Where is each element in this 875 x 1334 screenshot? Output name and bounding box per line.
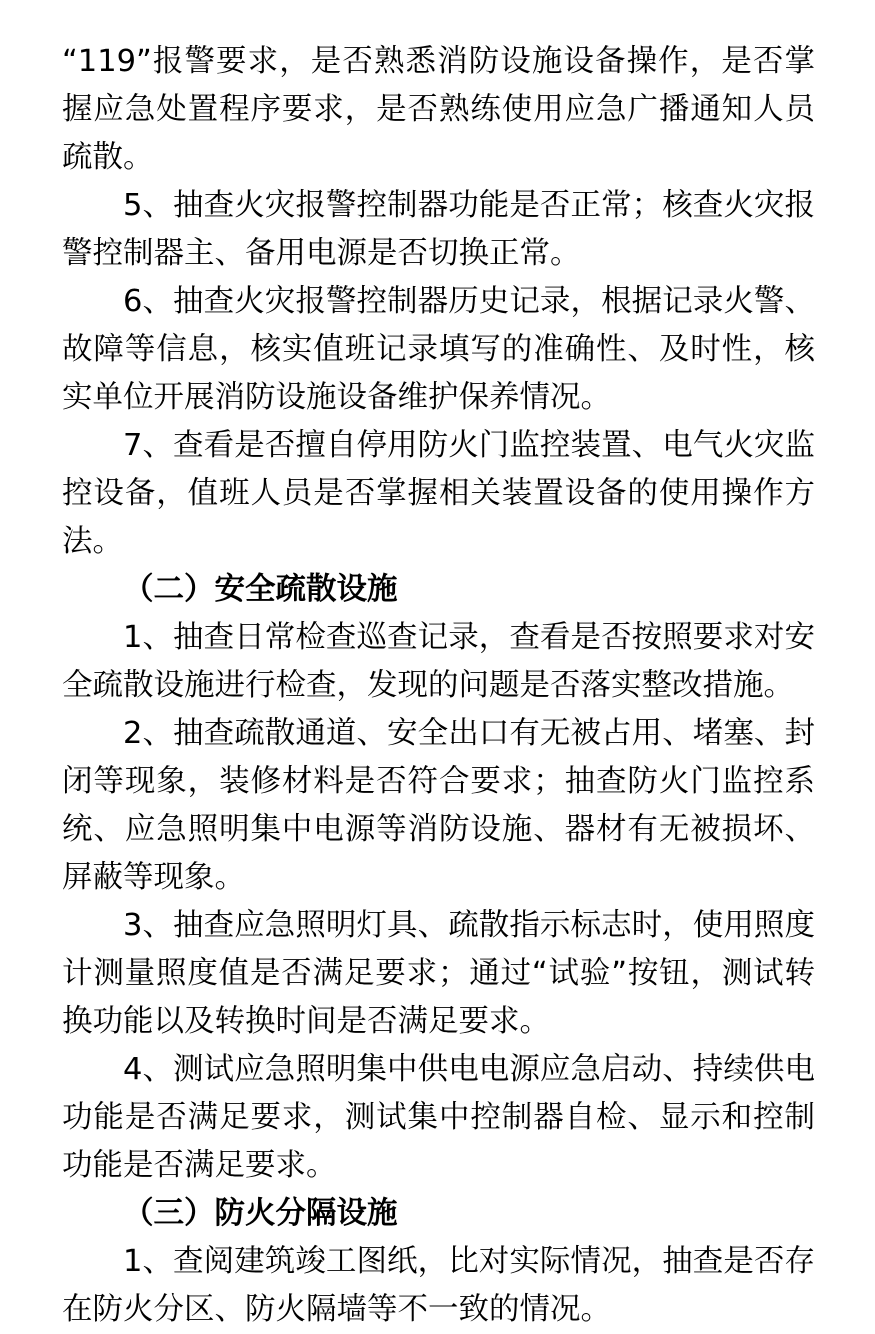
paragraph-section3-item-1: 1、查阅建筑竣工图纸，比对实际情况，抽查是否存在防火分区、防火隔墙等不一致的情况。 [62, 1244, 815, 1327]
paragraph-item-5: 5、抽查火灾报警控制器功能是否正常；核查火灾报警控制器主、备用电源是否切换正常。 [62, 188, 815, 271]
paragraph-section2-item-2: 2、抽查疏散通道、安全出口有无被占用、堵塞、封闭等现象，装修材料是否符合要求；抽查防火门监控系统、应急照明集中电源等消防设施、器材有无被损坏、屏蔽等现象。 [62, 716, 815, 895]
paragraph-section2-item-3: 3、抽查应急照明灯具、疏散指示标志时，使用照度计测量照度值是否满足要求；通过“试验”按钮，测试转换功能以及转换时间是否满足要求。 [62, 908, 815, 1039]
section-heading-two: （二）安全疏散设施 [123, 572, 398, 607]
paragraph-item-7: 7、查看是否擅自停用防火门监控装置、电气火灾监控设备，值班人员是否掌握相关装置设备的使用操作方法。 [62, 428, 815, 559]
paragraph-continuation: “119”报警要求，是否熟悉消防设施设备操作，是否掌握应急处置程序要求，是否熟练使用应急广播通知人员疏散。 [62, 44, 815, 175]
section-heading-three: （三）防火分隔设施 [123, 1196, 398, 1231]
paragraph-section2-item-1: 1、抽查日常检查巡查记录，查看是否按照要求对安全疏散设施进行检查，发现的问题是否落实整改措施。 [62, 620, 815, 703]
paragraph-item-6: 6、抽查火灾报警控制器历史记录，根据记录火警、故障等信息，核实值班记录填写的准确性、及时性，核实单位开展消防设施设备维护保养情况。 [62, 284, 815, 415]
paragraph-section2-item-4: 4、测试应急照明集中供电电源应急启动、持续供电功能是否满足要求，测试集中控制器自检、显示和控制功能是否满足要求。 [62, 1052, 815, 1183]
